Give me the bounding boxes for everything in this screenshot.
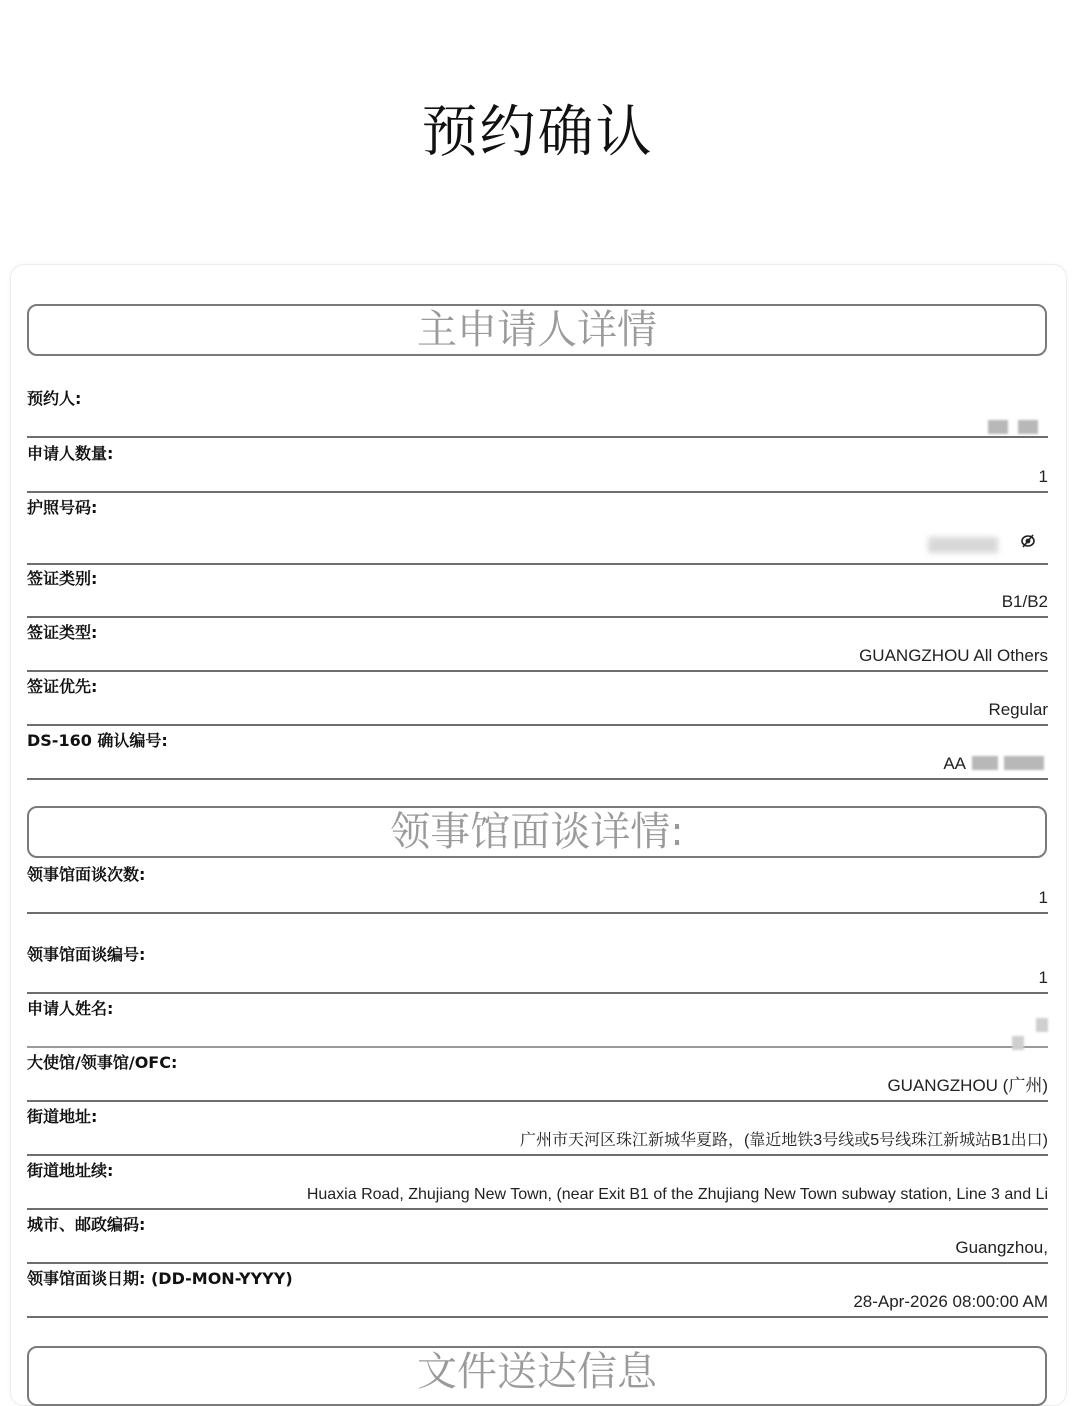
- field-street: [27, 1104, 1048, 1156]
- visa-type-value: GUANGZHOU All Others: [859, 646, 1048, 665]
- section-header-applicant: [27, 304, 1047, 356]
- field-interview-count: [27, 862, 1048, 914]
- interview-date-label: 领事馆面谈日期: (DD-MON-YYYY): [27, 1269, 293, 1288]
- redacted-booker-2: [1018, 420, 1038, 434]
- street2-value: Huaxia Road, Zhujiang New Town, (near Exit B1 of the Zhujiang New Town subway station, Line 3 and Li: [306, 1186, 1048, 1203]
- page-title: 预约确认: [421, 100, 654, 165]
- visa-type-label: 签证类型:: [27, 623, 98, 642]
- street-label: 街道地址:: [27, 1107, 98, 1126]
- redacted-passport: [928, 537, 998, 553]
- street2-label: 街道地址续:: [27, 1161, 114, 1180]
- visa-category-label: 签证类别:: [27, 569, 98, 588]
- applicant-name-label: 申请人姓名:: [27, 999, 114, 1018]
- section-title-interview: 领事馆面谈详情:: [390, 809, 684, 855]
- ds160-value: AA: [943, 754, 966, 773]
- redacted-ds160-2: [1004, 756, 1044, 770]
- field-ds160: [27, 728, 1048, 780]
- redacted-ds160: [972, 756, 998, 770]
- field-booker: [27, 386, 1048, 438]
- field-visa-priority: [27, 674, 1048, 726]
- visa-priority-value: Regular: [988, 700, 1048, 719]
- field-visa-category: [27, 566, 1048, 618]
- field-applicant-count: [27, 441, 1048, 493]
- field-street2: [27, 1158, 1048, 1210]
- city-label: 城市、邮政编码:: [27, 1215, 146, 1234]
- field-visa-type: [27, 620, 1048, 672]
- field-post: [27, 1050, 1048, 1102]
- section-header-delivery: [27, 1346, 1047, 1406]
- field-applicant-name: [27, 996, 1048, 1048]
- applicant-count-label: 申请人数量:: [27, 444, 114, 463]
- field-city: [27, 1212, 1048, 1264]
- passport-label: 护照号码:: [27, 498, 98, 517]
- redacted-booker: [988, 420, 1008, 434]
- interview-number-value: 1: [1038, 968, 1048, 987]
- applicant-count-value: 1: [1038, 467, 1048, 486]
- redacted-name: [1036, 1018, 1048, 1032]
- interview-number-label: 领事馆面谈编号:: [27, 945, 146, 964]
- post-label: 大使馆/领事馆/OFC:: [27, 1053, 178, 1072]
- field-interview-number: [27, 942, 1048, 994]
- interview-date-value: 28-Apr-2026 08:00:00 AM: [853, 1292, 1048, 1311]
- post-value: GUANGZHOU (广州): [887, 1076, 1048, 1095]
- booker-label: 预约人:: [27, 389, 82, 408]
- field-interview-date: [27, 1266, 1048, 1318]
- visa-priority-label: 签证优先:: [27, 677, 98, 696]
- interview-count-value: 1: [1038, 888, 1048, 907]
- section-header-interview: [27, 806, 1047, 858]
- interview-count-label: 领事馆面谈次数:: [27, 865, 146, 884]
- section-title-delivery: 文件送达信息: [417, 1349, 657, 1395]
- visa-category-value: B1/B2: [1001, 592, 1048, 611]
- city-value: Guangzhou,: [955, 1238, 1048, 1257]
- ds160-label: DS-160 确认编号:: [27, 731, 168, 750]
- street-value: 广州市天河区珠江新城华夏路，(靠近地铁3号线或5号线珠江新城站B1出口): [519, 1132, 1048, 1149]
- section-title-applicant: 主申请人详情: [417, 307, 657, 353]
- eye-slash-icon[interactable]: [1020, 533, 1036, 549]
- redacted-name-2: [1012, 1036, 1024, 1050]
- field-passport: [27, 495, 1048, 565]
